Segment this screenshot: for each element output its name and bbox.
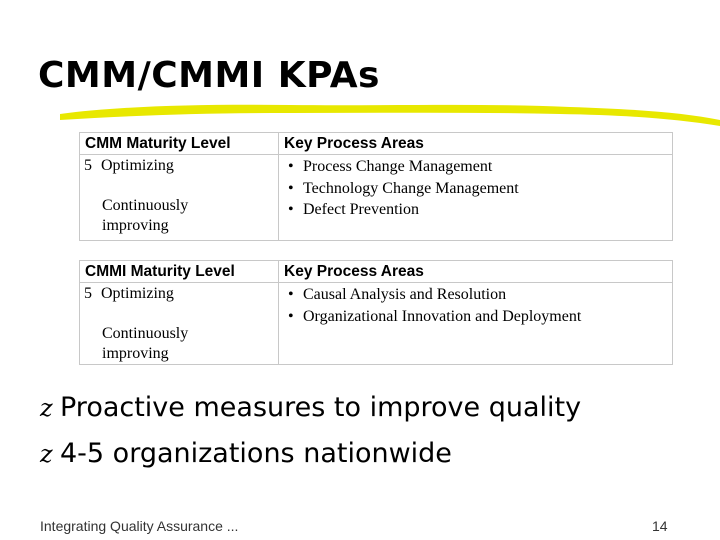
cmmi-level-line <box>84 284 274 304</box>
table-row <box>80 155 673 241</box>
z-bullet-icon: z <box>40 440 53 468</box>
slide-title: CMM/CMMI KPAs <box>38 55 380 96</box>
list-item: • Organizational Innovation and Deployment <box>285 306 668 328</box>
z-bullet-icon: z <box>40 394 53 422</box>
page-number: 14 <box>652 518 668 534</box>
list-item <box>40 431 581 477</box>
cmmi-kpa-header: Key Process Areas <box>279 261 673 283</box>
list-item <box>40 385 581 431</box>
cmm-level-desc-line: improving <box>102 217 169 234</box>
table-header-row <box>80 133 673 155</box>
footer-text: Integrating Quality Assurance ... <box>40 518 239 534</box>
bullet-list <box>40 385 581 477</box>
cmm-level-name: Optimizing <box>101 157 174 174</box>
cmm-kpa-cell <box>279 155 673 241</box>
list-item: • Causal Analysis and Resolution <box>285 284 668 306</box>
cmmi-level-cell <box>80 283 279 365</box>
cmm-level-desc-line: Continuously <box>102 197 189 214</box>
cmm-kpa-list <box>285 156 668 221</box>
cmm-level-line <box>84 156 274 176</box>
list-item: • Defect Prevention <box>285 199 668 221</box>
cmmi-level-desc-line: Continuously <box>102 325 189 342</box>
bullet-text: Proactive measures to improve quality <box>60 392 582 423</box>
cmmi-level-header: CMMI Maturity Level <box>80 261 279 283</box>
cmm-level-header: CMM Maturity Level <box>80 133 279 155</box>
cmm-level-description <box>84 196 274 236</box>
cmm-kpa-table <box>79 132 673 241</box>
list-item: • Technology Change Management <box>285 178 668 200</box>
table-row <box>80 283 673 365</box>
bullet-text: 4-5 organizations nationwide <box>60 438 452 469</box>
cmm-kpa-header: Key Process Areas <box>279 133 673 155</box>
cmmi-kpa-table <box>79 260 673 365</box>
title-underline-brushstroke <box>60 100 720 130</box>
cmm-level-number: 5 <box>84 157 92 174</box>
cmmi-kpa-cell <box>279 283 673 365</box>
cmmi-level-description <box>84 324 274 364</box>
cmmi-level-number: 5 <box>84 285 92 302</box>
cmmi-kpa-list <box>285 284 668 327</box>
cmm-level-cell <box>80 155 279 241</box>
cmmi-level-desc-line: improving <box>102 345 169 362</box>
list-item: • Process Change Management <box>285 156 668 178</box>
cmmi-level-name: Optimizing <box>101 285 174 302</box>
table-header-row <box>80 261 673 283</box>
